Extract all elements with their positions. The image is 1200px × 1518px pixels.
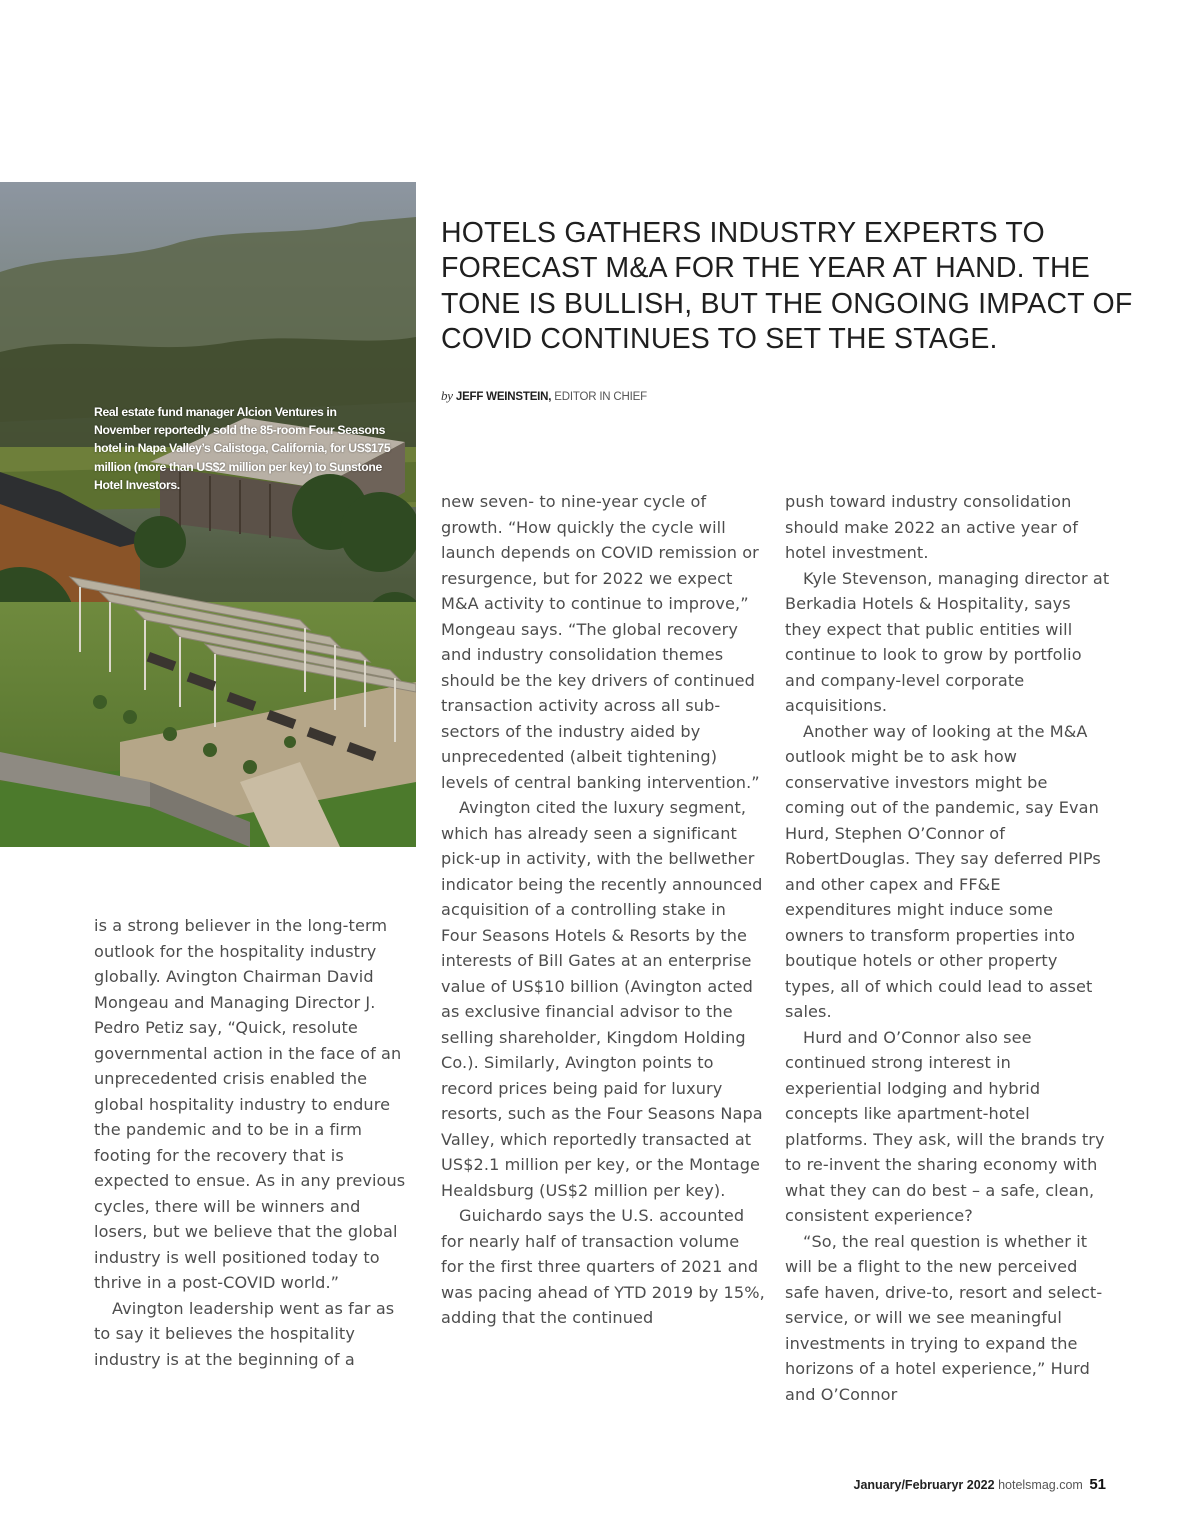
paragraph: Avington cited the luxury segment, which has already seen a significant pick-up in activity, with the bellwether indicator being the recently announced acquisition of a controlling stake in Four Seasons Hotels & Resorts by the interests of Bill Gates at an enterprise value of US$10 billion (Avington acted as exclusive financial advisor to the selling shareholder, Kingdom Holding Co.). Similarly, Avington points to record prices being paid for luxury resorts, such as the Four Seasons Napa Valley, which reportedly transacted at US$2.1 million per key, or the Montage Healdsburg (US$2 million per key). [441,798,763,1200]
article-column-2 [441,489,766,1331]
paragraph: is a strong believer in the long-term outlook for the hospitality industry globally. Avington Chairman David Mongeau and Managing Director J. Pedro Petiz say, “Quick, resolute governmental action in the face of an unprecedented crisis enabled the global hospitality industry to endure the pandemic and to be in a firm footing for the recovery that is expected to ensue. As in any previous cycles, there will be winners and losers, but we believe that the global industry is well positioned today to thrive in a post-COVID world.” [94,916,406,1292]
paragraph: Kyle Stevenson, managing director at Berkadia Hotels & Hospitality, says they expect that public entities will continue to look to grow by portfolio and company-level corporate acquisitions. [785,568,1110,715]
paragraph: Guichardo says the U.S. accounted for nearly half of transaction volume for the first three quarters of 2021 and was pacing ahead of YTD 2019 by 15%, adding that the continued [441,1206,765,1327]
hero-photo [0,182,416,847]
paragraph: Another way of looking at the M&A outlook might be to ask how conservative investors might be coming out of the pandemic, say Evan Hurd, Stephen O’Connor of RobertDouglas. They say deferred PIPs and other capex and FF&E expenditures might induce some owners to transform properties into boutique hotels or other property types, all of which could lead to asset sales. [785,721,1101,1021]
byline [441,388,647,404]
photo-caption: Real estate fund manager Alcion Ventures in November reportedly sold the 85-room Four Seasons hotel in Napa Valley’s Calistoga, California, for US$175 million (more than US$2 million per key) to Sunstone Hotel Investors. [94,405,391,492]
paragraph: push toward industry consolidation should make 2022 an active year of hotel investment. [785,492,1078,562]
article-column-1 [94,913,412,1372]
byline-prefix: by [441,388,453,403]
byline-author: JEFF WEINSTEIN, [455,391,552,403]
article-column-3 [785,489,1110,1407]
page-number: 51 [1089,1476,1106,1493]
byline-role: EDITOR IN CHIEF [554,391,647,403]
paragraph: new seven- to nine-year cycle of growth. “How quickly the cycle will launch depends on COVID remission or resurgence, but for 2022 we expect M&A activity to continue to improve,” Mongeau says. “The global recovery and industry consolidation themes should be the key drivers of continued transaction activity across all sub-sectors of the industry aided by unprecedented (albeit tightening) levels of central banking intervention.” [441,492,760,792]
article-headline: HOTELS GATHERS INDUSTRY EXPERTS TO FORECAST M&A FOR THE YEAR AT HAND. THE TONE IS BULLISH, BUT THE ONGOING IMPACT OF COVID CONTINUES TO SET THE STAGE. [441,217,1133,355]
paragraph: Hurd and O’Connor also see continued strong interest in experiential lodging and hybrid concepts like apartment-hotel platforms. They ask, will the brands try to re-invent the sharing economy with what they can do best – a safe, clean, consistent experience? [785,1027,1105,1225]
page-footer [854,1476,1106,1493]
issue-date: January/Februaryr 2022 [853,1478,995,1492]
resort-illustration [0,182,416,847]
paragraph: “So, the real question is whether it will be a flight to the new perceived safe haven, drive-to, resort and select-service, or will we see meaningful investments in trying to expand the horizons of a hotel experience,” Hurd and O’Connor [785,1231,1103,1404]
paragraph: Avington leadership went as far as to say it believes the hospitality industry is at the beginning of a [94,1298,395,1369]
site-url: hotelsmag.com [998,1478,1083,1492]
